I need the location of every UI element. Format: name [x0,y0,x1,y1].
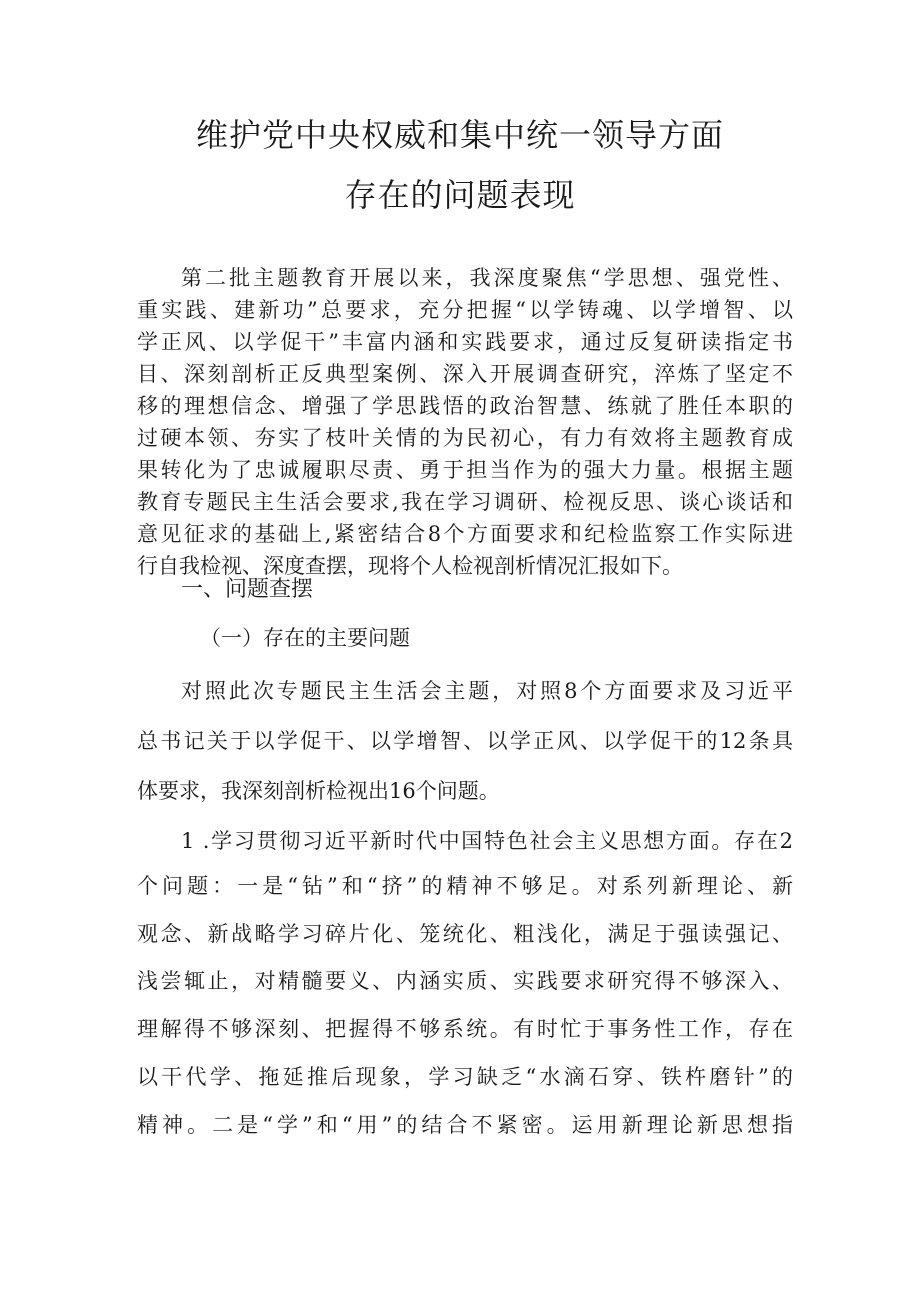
paragraph-line: 个问题：一是“钻”和“挤”的精神不够足。对系列新理论、新 [137,874,793,898]
paragraph-line: 观念、新战略学习碎片化、笼统化、粗浅化，满足于强读强记、 [137,922,793,946]
intro-line: 意见征求的基础上,紧密结合8个方面要求和纪检监察工作实际进 [137,522,793,546]
paragraph-line: 对照此次专题民主生活会主题，对照8个方面要求及习近平 [181,679,793,703]
intro-line: 移的理想信念、增强了学思践悟的政治智慧、练就了胜任本职的 [137,394,793,418]
intro-line: 学正风、以学促干”丰富内涵和实践要求，通过反复研读指定书 [137,330,793,354]
intro-line: 行自我检视、深度查摆，现将个人检视剖析情况汇报如下。 [137,554,683,578]
paragraph-line: 精神。二是“学”和“用”的结合不紧密。运用新理论新思想指 [137,1113,793,1137]
paragraph-line: 浅尝辄止，对精髓要义、内涵实质、实践要求研究得不够深入、 [137,969,793,993]
paragraph-line: 体要求，我深刻剖析检视出16个问题。 [137,779,500,803]
intro-line: 果转化为了忠诚履职尽责、勇于担当作为的强大力量。根据主题 [137,458,793,482]
section-heading: 一、问题查摆 [181,577,314,602]
intro-line: 教育专题民主生活会要求,我在学习调研、检视反思、谈心谈话和 [137,490,793,514]
paragraph-line: 1 .学习贯彻习近平新时代中国特色社会主义思想方面。存在2 [181,829,793,853]
document-title-line-2: 存在的问题表现 [344,176,576,214]
intro-line: 过硬本领、夯实了枝叶关情的为民初心，有力有效将主题教育成 [137,426,793,450]
paragraph-line: 以干代学、拖延推后现象，学习缺乏“水滴石穿、铁杵磨针”的 [137,1065,793,1089]
document-title-line-1: 维护党中央权威和集中统一领导方面 [195,116,724,154]
paragraph-line: 理解得不够深刻、把握得不够系统。有时忙于事务性工作，存在 [137,1017,793,1041]
intro-line: 目、深刻剖析正反典型案例、深入开展调查研究，淬炼了坚定不 [137,362,793,386]
subsection-heading: （一）存在的主要问题 [200,626,410,650]
intro-line: 重实践、建新功”总要求，充分把握“以学铸魂、以学增智、以 [137,298,793,322]
paragraph-line: 总书记关于以学促干、以学增智、以学正风、以学促干的12条具 [137,729,793,753]
intro-line: 第二批主题教育开展以来，我深度聚焦“学思想、强党性、 [181,266,793,290]
